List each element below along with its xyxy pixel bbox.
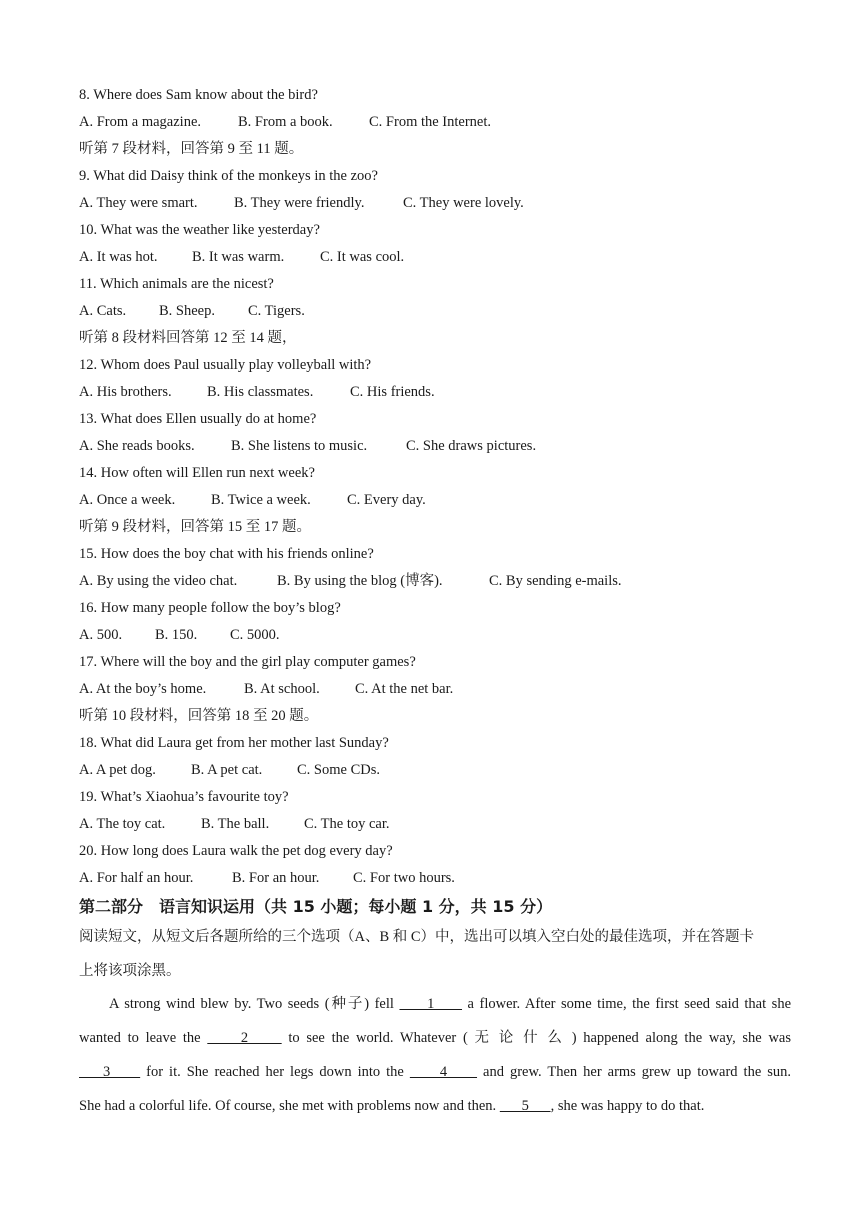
option-b: B. From a book. (238, 114, 333, 130)
question-17: 17. Where will the boy and the girl play computer games? (79, 654, 416, 670)
option-c: C. Every day. (347, 492, 426, 508)
blank-4[interactable]: 4 (409, 1064, 478, 1080)
question-14-options (79, 491, 426, 509)
option-c: C. They were lovely. (403, 195, 524, 211)
question-13-options (79, 437, 536, 455)
question-18-options (79, 761, 380, 779)
blank-1[interactable]: 1 (399, 996, 463, 1012)
option-b: B. 150. (155, 627, 198, 643)
option-a: A. Cats. (79, 303, 127, 319)
option-c: C. For two hours. (353, 870, 455, 886)
question-16-options (79, 626, 280, 644)
listening-instruction: 听第 9 段材料，回答第 15 至 17 题。 (79, 519, 311, 535)
listening-instruction: 听第 8 段材料回答第 12 至 14 题， (79, 330, 297, 346)
section-title: 第二部分 语言知识运用（共 15 小题；每小题 1 分，共 15 分） (79, 897, 553, 916)
option-c: C. From the Internet. (369, 114, 492, 130)
question-11: 11. Which animals are the nicest? (79, 276, 274, 292)
question-20-options (79, 869, 455, 887)
option-a: A. It was hot. (79, 249, 158, 265)
option-c: C. The toy car. (304, 816, 390, 832)
option-c: C. It was cool. (320, 249, 405, 265)
passage-line-2: wanted to leave the 2 to see the world. Whatever ( 无 论 什 么 ) happened along the way, she was (79, 1030, 791, 1046)
option-b: B. For an hour. (232, 870, 320, 886)
passage-line-1: A strong wind blew by. Two seeds (种子) fell 1 a flower. After some time, the first seed said that she (109, 996, 792, 1012)
question-10-options (79, 248, 404, 266)
question-17-options (79, 680, 453, 698)
option-c: C. His friends. (350, 384, 435, 400)
option-b: B. It was warm. (192, 249, 285, 265)
question-19-options (79, 815, 390, 833)
option-b: B. By using the blog (博客). (277, 573, 443, 589)
option-a: A. She reads books. (79, 438, 195, 454)
question-15-options (79, 572, 622, 590)
question-9: 9. What did Daisy think of the monkeys in the zoo? (79, 168, 378, 184)
option-c: C. Tigers. (248, 303, 305, 319)
option-a: A. For half an hour. (79, 870, 194, 886)
option-b: B. His classmates. (207, 384, 314, 400)
option-b: B. She listens to music. (231, 438, 368, 454)
question-18: 18. What did Laura get from her mother last Sunday? (79, 735, 389, 751)
option-a: A. At the boy’s home. (79, 681, 207, 697)
option-c: C. 5000. (230, 627, 280, 643)
option-c: C. Some CDs. (297, 762, 380, 778)
option-b: B. They were friendly. (234, 195, 365, 211)
section-instruction-line-2: 上将该项涂黑。 (79, 963, 181, 979)
question-19: 19. What’s Xiaohua’s favourite toy? (79, 789, 289, 805)
question-12-options (79, 383, 435, 401)
option-a: A. 500. (79, 627, 123, 643)
question-13: 13. What does Ellen usually do at home? (79, 411, 317, 427)
listening-instruction: 听第 7 段材料，回答第 9 至 11 题。 (79, 141, 304, 157)
option-c: C. She draws pictures. (406, 438, 537, 454)
passage-line-3: 3 for it. She reached her legs down into the 4 and grew. Then her arms grew up toward the sun. (79, 1064, 792, 1080)
option-a: A. From a magazine. (79, 114, 202, 130)
option-a: A. A pet dog. (79, 762, 156, 778)
question-8: 8. Where does Sam know about the bird? (79, 87, 318, 103)
option-c: C. By sending e-mails. (489, 573, 622, 589)
question-11-options (79, 302, 305, 320)
passage-line-4: She had a colorful life. Of course, she met with problems now and then. 5 , she was happy to do that. (79, 1098, 705, 1114)
option-a: A. His brothers. (79, 384, 172, 400)
question-9-options (79, 194, 524, 212)
section-instruction-line-1: 阅读短文，从短文后各题所给的三个选项（A、B 和 C）中，选出可以填入空白处的最佳选项，并在答题卡 (79, 929, 755, 945)
blank-2[interactable]: 2 (207, 1030, 282, 1046)
option-c: C. At the net bar. (355, 681, 454, 697)
option-b: B. Sheep. (159, 303, 215, 319)
option-b: B. At school. (244, 681, 320, 697)
option-b: B. The ball. (201, 816, 270, 832)
blank-3[interactable]: 3 (79, 1064, 141, 1080)
question-16: 16. How many people follow the boy’s blog? (79, 600, 341, 616)
blank-5[interactable]: 5 (499, 1098, 551, 1114)
option-a: A. The toy cat. (79, 816, 166, 832)
question-10: 10. What was the weather like yesterday? (79, 222, 320, 238)
question-8-options (79, 113, 491, 131)
question-14: 14. How often will Ellen run next week? (79, 465, 315, 481)
option-b: B. Twice a week. (211, 492, 311, 508)
question-15: 15. How does the boy chat with his friends online? (79, 546, 374, 562)
option-b: B. A pet cat. (191, 762, 263, 778)
listening-instruction: 听第 10 段材料，回答第 18 至 20 题。 (79, 708, 319, 724)
option-a: A. By using the video chat. (79, 573, 238, 589)
question-12: 12. Whom does Paul usually play volleyball with? (79, 357, 372, 373)
option-a: A. Once a week. (79, 492, 176, 508)
option-a: A. They were smart. (79, 195, 198, 211)
question-20: 20. How long does Laura walk the pet dog every day? (79, 843, 393, 859)
